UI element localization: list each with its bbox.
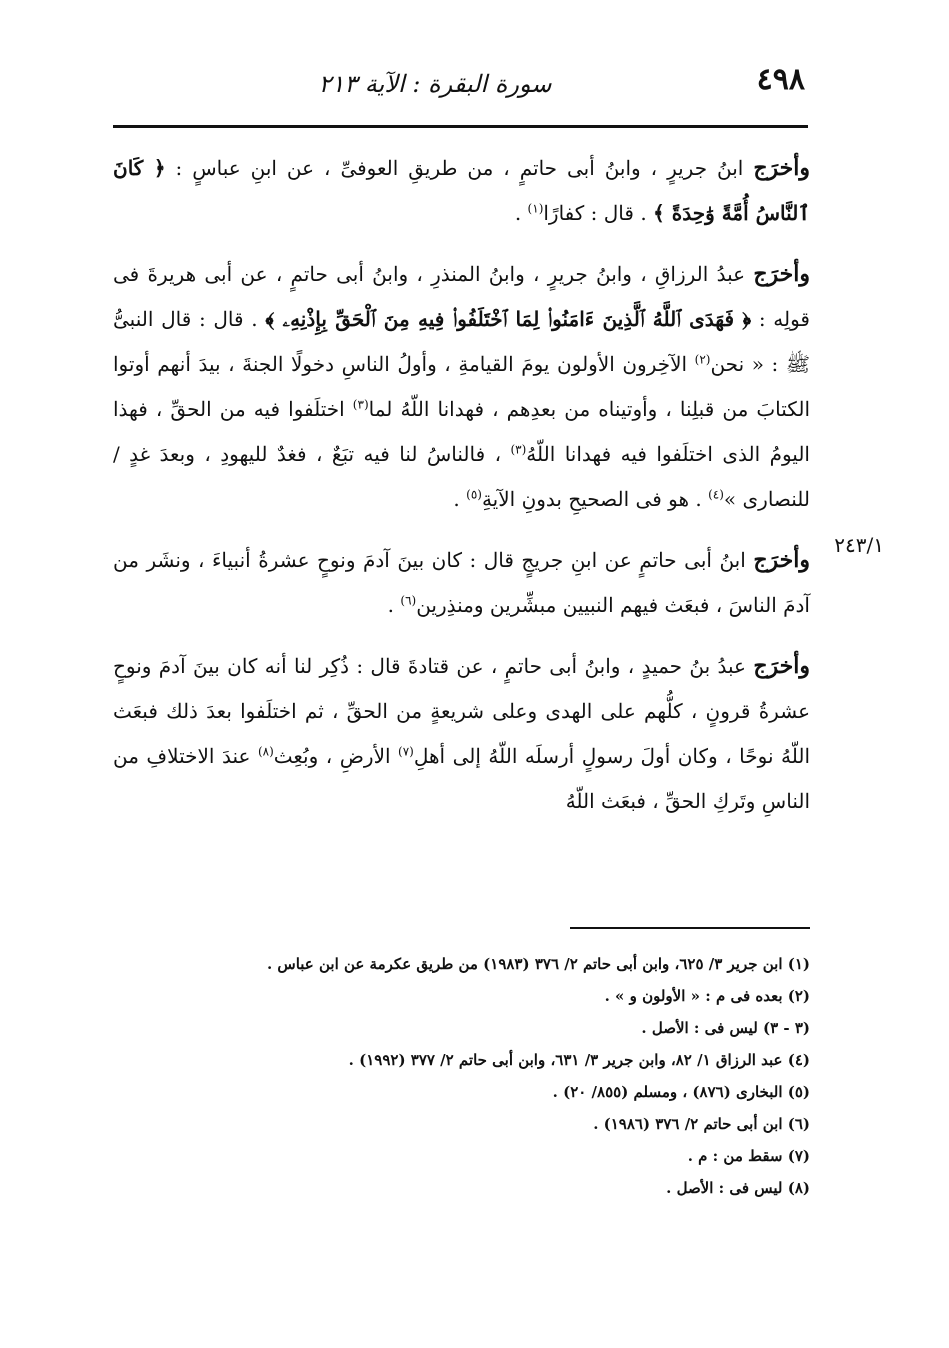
paragraph-3 <box>113 538 810 628</box>
footnote: (٢) بعده فى م : « الأولون و » . <box>604 987 810 1005</box>
paragraph-text: اختلَفوا فيه من الحقِّ ، فهذا اليومُ الذى اختلَفوا فيه فهدانا اللّهُ <box>113 397 810 466</box>
paragraph-2 <box>113 252 810 522</box>
margin-reference: ٢٤٣/١ <box>834 533 884 557</box>
footnote: (٨) ليس فى : الأصل . <box>666 1179 810 1197</box>
footnote-ref: (١) <box>527 201 544 216</box>
paragraph-text: ابنُ أبى حاتمٍ عن ابنِ جريجٍ قال : كان بينَ آدمَ ونوحٍ عشرةُ أنبياءَ ، ونشَر من آدمَ الناسَ ، فبعَث فيهم النبيين مبشِّرين ومنذِرين <box>113 548 810 617</box>
paragraph-lead: وأخرَج <box>753 261 810 287</box>
footnote: (١) ابن جرير ٣/ ٦٢٥، وابن أبى حاتم ٢/ ٣٧٦ (١٩٨٣) من طريق عكرمة عن ابن عباس . <box>266 955 810 973</box>
footnote: (٦) ابن أبى حاتم ٢/ ٣٧٦ (١٩٨٦) . <box>593 1115 810 1133</box>
footnote-rule <box>570 927 810 929</box>
paragraph-lead: وأخرَج <box>753 547 810 573</box>
footnote-ref: (٨) <box>257 744 274 759</box>
paragraph-text: . قال : كفارًا <box>543 201 654 225</box>
paragraph-text: عندَ الاختلافِ من الناسِ وتَركِ الحقِّ ، فبعَث اللّهُ <box>113 744 810 813</box>
paragraph-text: عبدُ بنُ حميدٍ ، وابنُ أبى حاتمٍ ، عن قتادةَ قال : ذُكِر لنا أنه كان بينَ آدمَ ونوحٍ عشرةُ قرونٍ ، كلُّهم على الهدى وعلى شريعةٍ من الحقِّ ، ثم اختلَفوا بعدَ ذلك فبعَث اللّهُ نوحًا ، وكان أولَ رسولٍ أرسلَه اللّهُ إلى أهلِ <box>113 654 811 768</box>
footnote-ref: (٢) <box>694 352 711 367</box>
footnote: (٧) سقط من : م . <box>687 1147 810 1165</box>
paragraph-text: الآخِرون الأولون يومَ القيامةِ ، وأولُ الناسِ دخولًا الجنةَ ، بيدَ أنهم أوتوا الكتابَ من قبلِنا ، وأوتيناه من بعدِهم ، فهدانا اللّهُ لما <box>113 352 811 421</box>
paragraph-1 <box>113 146 810 236</box>
quran-verse: ﴿ كَانَ ٱلنَّاسُ أُمَّةً وَٰحِدَةً ﴾ <box>113 156 810 225</box>
quran-verse: ﴿ فَهَدَى ٱللَّهُ ٱلَّذِينَ ءَامَنُوا۟ لِمَا ٱخْتَلَفُوا۟ فِيهِ مِنَ ٱلْحَقِّ بِإِذْنِهِۦ ﴾ <box>265 307 752 331</box>
running-title: سورة البقرة : الآية ٢١٣ <box>318 70 552 98</box>
paragraph-text: الأرضِ ، وبُعِث <box>273 744 399 768</box>
paragraph-text: . <box>387 593 401 617</box>
paragraph-text: . <box>514 201 528 225</box>
footnote-ref: (٦) <box>400 593 417 608</box>
paragraph-text: عبدُ الرزاقِ ، وابنُ جريرٍ ، وابنُ المنذرِ ، وابنُ أبى حاتمٍ ، عن أبى هريرةَ فى قولِه : <box>113 262 810 331</box>
page-number: ٤٩٨ <box>756 62 805 97</box>
main-text <box>113 146 810 824</box>
footnote-ref: (٣) <box>510 442 527 457</box>
paragraph-text: ابنُ جريرٍ ، وابنُ أبى حاتمٍ ، من طريقِ العوفىِّ ، عن ابنِ عباسٍ : <box>175 156 754 180</box>
footnote: (٤) عبد الرزاق ١/ ٨٢، وابن جرير ٣/ ٦٣١، وابن أبى حاتم ٢/ ٣٧٧ (١٩٩٢) . <box>348 1051 810 1069</box>
paragraph-text: . <box>453 487 467 511</box>
paragraph-lead: وأخرَج <box>753 653 810 679</box>
footnote-ref: (٤) <box>708 487 724 502</box>
footnote-ref: (٧) <box>398 744 414 759</box>
paragraph-text: . هو فى الصحيحِ بدونِ الآيةِ <box>481 487 709 511</box>
header-rule <box>113 125 808 128</box>
footnote-ref: (٥) <box>466 487 482 502</box>
paragraph-lead: وأخرَج <box>753 155 810 181</box>
footnotes <box>150 948 810 1204</box>
footnote-ref: (٣) <box>352 397 369 412</box>
paragraph-text: . قال : قال النبىُّ ﷺ : « نحن <box>113 307 810 376</box>
footnote: (٥) البخارى (٨٧٦) ، ومسلم (٨٥٥/ ٢٠) . <box>552 1083 810 1101</box>
footnote: (٣ - ٣) ليس فى : الأصل . <box>641 1019 810 1037</box>
paragraph-4 <box>113 644 810 824</box>
paragraph-text: ، فالناسُ لنا فيه تبَعٌ ، فغدٌ لليهودِ ، وبعدَ غدٍ /للنصارى » <box>113 442 810 511</box>
